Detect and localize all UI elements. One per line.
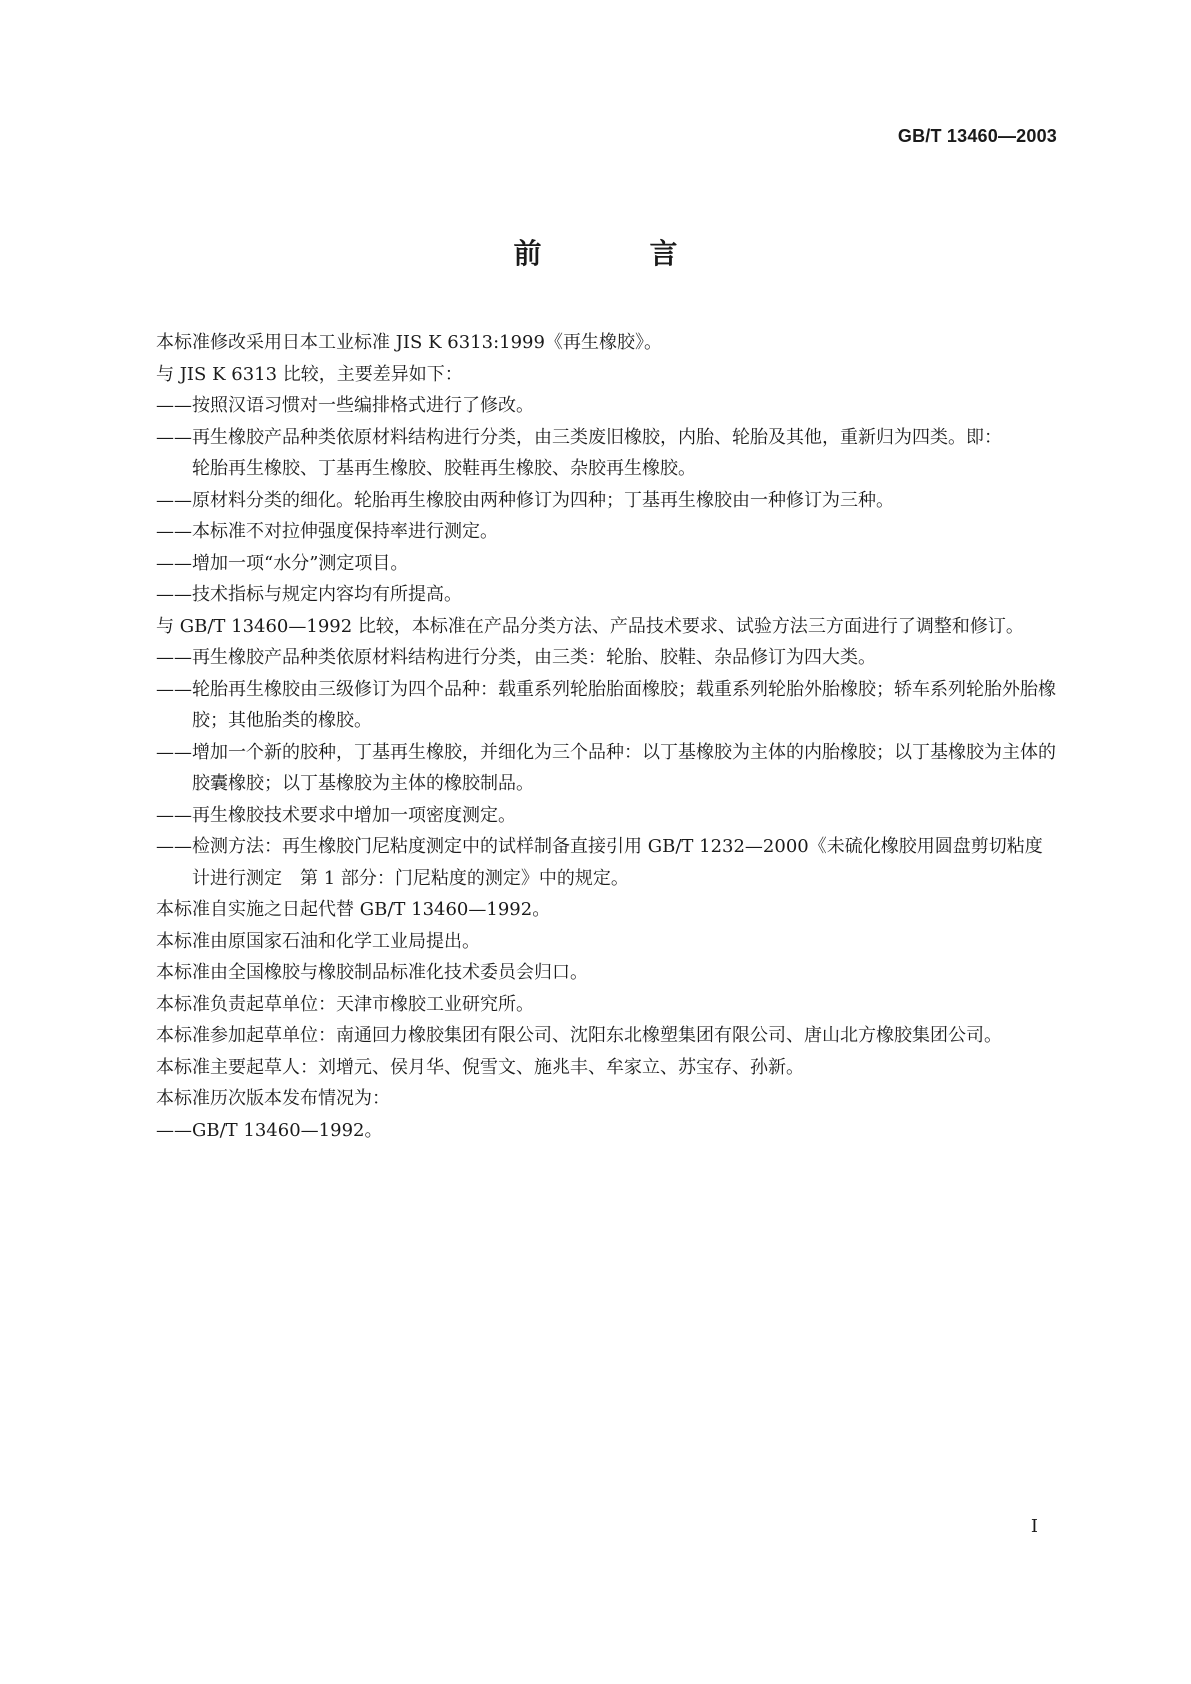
- page-number: I: [1030, 1516, 1038, 1537]
- list-item: ——GB/T 13460—1992。: [156, 1119, 383, 1141]
- paragraph-drafters: 本标准主要起草人：刘增元、侯月华、倪雪文、施兆丰、牟家立、苏宝存、孙新。: [156, 1056, 804, 1078]
- list-item: ——技术指标与规定内容均有所提高。: [156, 584, 462, 605]
- standard-number: GB/T 13460—2003: [897, 126, 1057, 146]
- list-item: ——再生橡胶产品种类依原材料结构进行分类，由三类：轮胎、胶鞋、杂品修订为四大类。: [156, 647, 876, 668]
- page-title: 前 言: [513, 237, 718, 270]
- list-item: ——增加一项“水分”测定项目。: [156, 552, 409, 574]
- list-item: ——按照汉语习惯对一些编排格式进行了修改。: [156, 395, 534, 416]
- paragraph-adoption: 本标准修改采用日本工业标准 JIS K 6313:1999《再生橡胶》。: [156, 332, 662, 353]
- paragraph-participating-units: 本标准参加起草单位：南通回力橡胶集团有限公司、沈阳东北橡塑集团有限公司、唐山北方橡胶集团公司。: [156, 1025, 1002, 1046]
- list-item: ——本标准不对拉伸强度保持率进行测定。: [156, 521, 498, 542]
- list-item-continuation: 轮胎再生橡胶、丁基再生橡胶、胶鞋再生橡胶、杂胶再生橡胶。: [192, 458, 696, 479]
- list-item: ——再生橡胶产品种类依原材料结构进行分类，由三类废旧橡胶，内胎、轮胎及其他，重新归为四类。即：: [156, 426, 1002, 448]
- paragraph-drafting-unit: 本标准负责起草单位：天津市橡胶工业研究所。: [156, 993, 534, 1015]
- list-item: ——增加一个新的胶种，丁基再生橡胶，并细化为三个品种：以丁基橡胶为主体的内胎橡胶；以丁基橡胶为主体的胶囊橡胶；以丁基橡胶为主体的橡胶制品。: [156, 741, 1056, 794]
- paragraph-jis-differences: 与 JIS K 6313 比较，主要差异如下：: [156, 363, 463, 385]
- paragraph-centralized-by: 本标准由全国橡胶与橡胶制品标准化技术委员会归口。: [156, 962, 588, 983]
- list-item: ——原材料分类的细化。轮胎再生橡胶由两种修订为四种；丁基再生橡胶由一种修订为三种。: [156, 489, 894, 511]
- paragraph-gb-comparison: 与 GB/T 13460—1992 比较，本标准在产品分类方法、产品技术要求、试验方法三方面进行了调整和修订。: [156, 615, 1024, 637]
- list-item: ——再生橡胶技术要求中增加一项密度测定。: [156, 804, 516, 826]
- list-item: ——检测方法：再生橡胶门尼粘度测定中的试样制备直接引用 GB/T 1232—2000《未硫化橡胶用圆盘剪切粘度计进行测定 第 1 部分：门尼粘度的测定》中的规定。: [156, 836, 1043, 889]
- list-item: ——轮胎再生橡胶由三级修订为四个品种：载重系列轮胎胎面橡胶；载重系列轮胎外胎橡胶；轿车系列轮胎外胎橡胶；其他胎类的橡胶。: [156, 678, 1056, 731]
- paragraph-replaces: 本标准自实施之日起代替 GB/T 13460—1992。: [156, 899, 551, 920]
- paragraph-proposed-by: 本标准由原国家石油和化学工业局提出。: [156, 930, 480, 952]
- foreword-body: [120, 327, 1056, 1146]
- paragraph-version-history: 本标准历次版本发布情况为：: [156, 1088, 390, 1109]
